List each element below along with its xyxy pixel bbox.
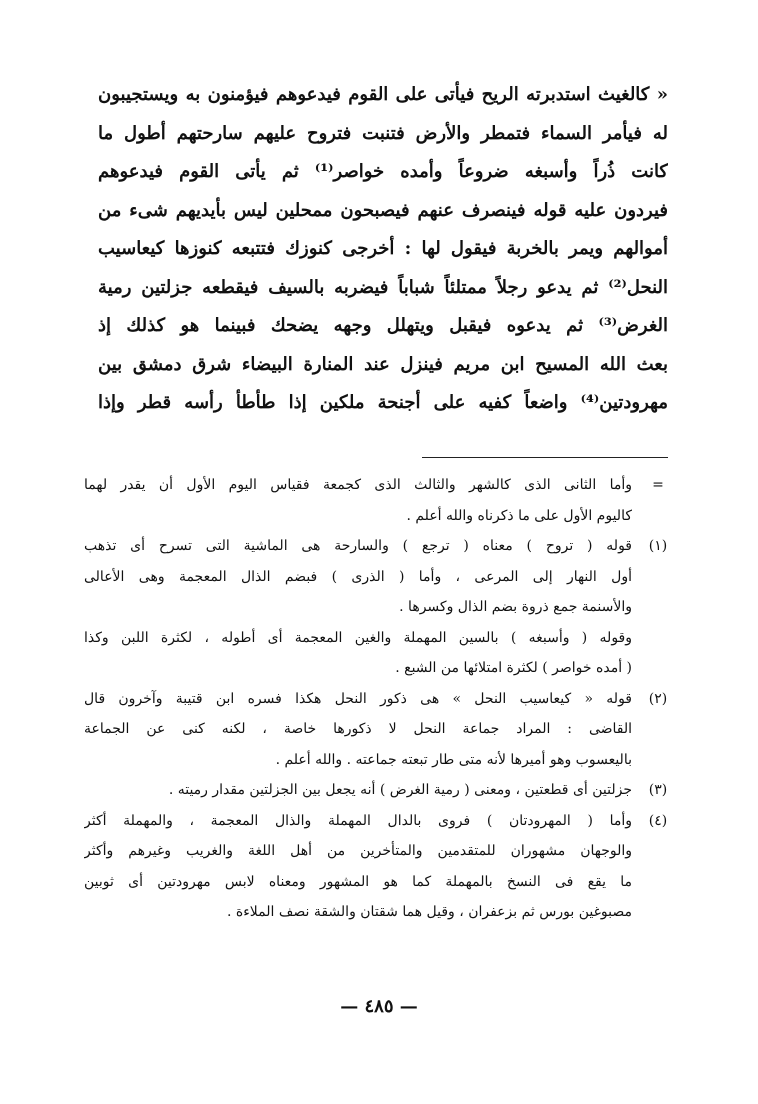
footnote-line: وأما ( المهرودتان ) فروى بالدال المهملة والذال المعجمة ، والمهملة أكثر <box>84 812 632 829</box>
footnotes-block <box>84 470 680 928</box>
page-number: — ٤٨٥ — <box>340 996 418 1017</box>
footnote-line: قوله « كيعاسيب النحل » هى ذكور النحل هكذا فسره ابن قتيبة وآخرون قال <box>84 690 632 707</box>
footnote-line: كاليوم الأول على ما ذكرناه والله أعلم . <box>406 507 632 524</box>
footnote-marker: (٢) <box>648 690 668 707</box>
footnote-marker: = <box>652 477 664 493</box>
footnote-line: مصبوغين بورس ثم بزعفران ، وقيل هما شقتان والشقة نصف الملاءة . <box>226 904 632 920</box>
main-text-line: فيردون عليه قوله فينصرف عنهم فيصبحون ممحلين ليس بأيديهم شىء من <box>98 199 668 221</box>
footnote-3 <box>84 775 680 806</box>
footnote-marker: (٣) <box>648 782 668 798</box>
footnote-4 <box>84 806 680 928</box>
footnote-line: وأما الثانى الذى كالشهر والثالث الذى كجمعة فقياس اليوم الأول أن يقدر لهما <box>84 477 632 493</box>
footnote-line: والأسنمة جمع ذروة بضم الذال وكسرها . <box>399 599 632 615</box>
main-text-block <box>98 76 668 423</box>
footnote-marker: (١) <box>648 538 668 554</box>
main-text-line: « كالغيث استدبرته الريح فيأتى على القوم فيدعوهم فيؤمنون به ويستجيبون <box>98 84 668 105</box>
footnote-line: باليعسوب وهو أميرها لأنه متى طار تبعته جماعته . والله أعلم . <box>275 751 632 768</box>
footnote-continuation <box>84 470 680 531</box>
footnote-marker: (٤) <box>648 812 668 829</box>
footnote-line: والوجهان مشهوران للمتقدمين والمتأخرين من أهل اللغة والغريب وغيرهم وأكثر <box>84 843 632 859</box>
main-text-line: مهرودتين⁽⁴⁾ واضعاً كفيه على أجنحة ملكين إذا طأطأ رأسه قطر وإذا <box>98 392 668 413</box>
main-text-line: بعث الله المسيح ابن مريم فينزل عند المنارة البيضاء شرق دمشق بين <box>98 353 668 375</box>
footnote-1 <box>84 531 680 684</box>
footnote-line: القاضى : المراد جماعة النحل لا ذكورها خاصة ، لكنه كنى عن الجماعة <box>84 721 632 737</box>
footnote-line: ( أمده خواصر ) لكثرة امتلائها من الشبع . <box>395 660 632 676</box>
main-text-line: كانت ذُراً وأسبغه ضروعاً وأمده خواصر⁽¹⁾ ثم يأتى القوم فيدعوهم <box>98 161 668 182</box>
main-text-line: الغرض⁽³⁾ ثم يدعوه فيقبل ويتهلل وجهه يضحك فبينما هو كذلك إذ <box>98 315 668 336</box>
main-text-line: له فيأمر السماء فتمطر والأرض فتنبت فتروح عليهم سارحتهم أطول ما <box>98 122 668 144</box>
footnote-line: ما يقع فى النسخ بالمهملة كما هو المشهور ومعناه لابس مهرودتين أى ثوبين <box>84 873 632 890</box>
footnote-separator <box>422 457 668 458</box>
footnote-2 <box>84 684 680 776</box>
footnote-line: قوله ( تروح ) معناه ( ترجع ) والسارحة هى الماشية التى تسرح أى تذهب <box>84 538 632 554</box>
footnote-line: جزلتين أى قطعتين ، ومعنى ( رمية الغرض ) أنه يجعل بين الجزلتين مقدار رميته . <box>168 782 632 798</box>
main-text-line: النحل⁽²⁾ ثم يدعو رجلاً ممتلئاً شباباً فيضربه بالسيف فيقطعه جزلتين رمية <box>98 276 668 298</box>
main-text-line: أموالهم ويمر بالخربة فيقول لها : أخرجى كنوزك فتتبعه كنوزها كيعاسيب <box>98 238 668 259</box>
footnote-line: وقوله ( وأسبغه ) بالسين المهملة والغين المعجمة أى أطوله ، لكثرة اللبن وكذا <box>84 629 632 646</box>
footnote-line: أول النهار إلى المرعى ، وأما ( الذرى ) فبضم الذال المعجمة وهى الأعالى <box>84 568 632 585</box>
